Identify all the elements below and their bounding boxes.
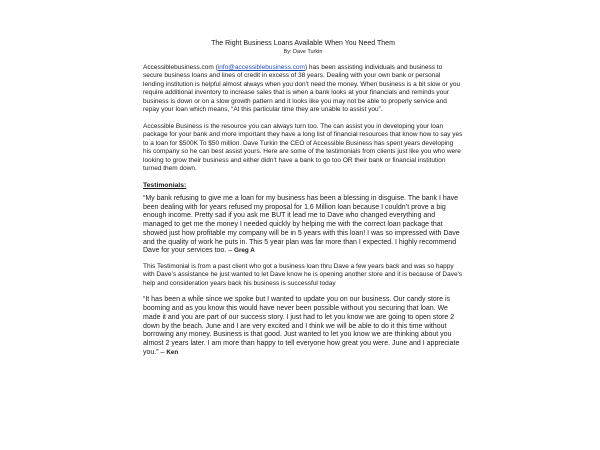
testimonials-heading: Testimonials:	[143, 181, 187, 189]
document-title: The Right Business Loans Available When You Need Them	[211, 40, 395, 47]
document-byline: By: Dave Turkin	[283, 48, 323, 55]
intro-prefix: Accessiblebusiness.com (	[143, 63, 218, 71]
document-content	[143, 40, 463, 364]
testimonial-ken	[143, 296, 463, 357]
past-client-paragraph: This Testimonial is from a past client who got a business loan thru Dave a few years back and was so happy with Dave’s assistance he just wanted to let Dave know he is opening another store and it is because of Dave's help and consideration years back his business is successful today	[143, 262, 463, 287]
testimonial-ken-signature: Ken	[166, 348, 179, 356]
testimonial-ken-text: “It has been a while since we spoke but I wanted to update you on our business. Our candy store is booming and as you know this would have never been possible without you securing that loan. We made it and you are part of our success story. I just had to let you know we are going to open store 2 down by the beach. June and I are very excited and I think we will be able to do it this time without borrowing any money. Business is that good. Just wanted to let you know we are thinking about you almost 2 years later. I am more than happy to tell everyone how great you were. June and I appreciate you.” –	[143, 296, 460, 356]
testimonial-greg-text: “My bank refusing to give me a loan for my business has been a blessing in disguise. The bank I have been dealing with for years refused my proposal for 1.6 Million loan because I couldn’t prove a big enough income. Pretty sad if you ask me BUT it lead me to Dave who changed everything and managed to get me the money I needed quickly by helping me with the correct loan package that showed just how profitable my company will be in 5 years with this loan! I was so impressed with Dave and the quality of work he puts in. This 5 year plan was far more than I expected. I highly recommend Dave for your services too. –	[143, 195, 460, 255]
email-link[interactable]: info@accessiblebusiness.com	[217, 63, 305, 71]
intro-rest: ) has been assisting individuals and business to secure business loans and lines of credit in excess of 38 years. Dealing with your own bank or personal lending institution is helpful almost always when you don’t need the money. When business is a bit slow or you require additional inventory to increase sales that is when a bank looks at your financials and reminds your business is down or on a slow growth pattern and it looks like you may not be able to properly service and repay your loan which means, “At this particular time they are unable to assist you”.	[143, 63, 461, 113]
resource-paragraph: Accessible Business is the resource you can always turn too. The can assist you in developing your loan package for your bank and more important they have a long list of financial resources that know how to say yes to a loan for $500K To $50 million. Dave Turkin the CEO of Accessible Business has spent years developing his company so he can best assist yours. Here are some of the testimonials from clients just like you who were looking to grow their business and either didn’t have a bank to go too OR their bank or financial institution turned them down.	[143, 122, 463, 172]
testimonial-greg-signature: Greg A	[234, 247, 255, 255]
intro-paragraph	[143, 64, 463, 115]
testimonial-greg	[143, 195, 463, 256]
